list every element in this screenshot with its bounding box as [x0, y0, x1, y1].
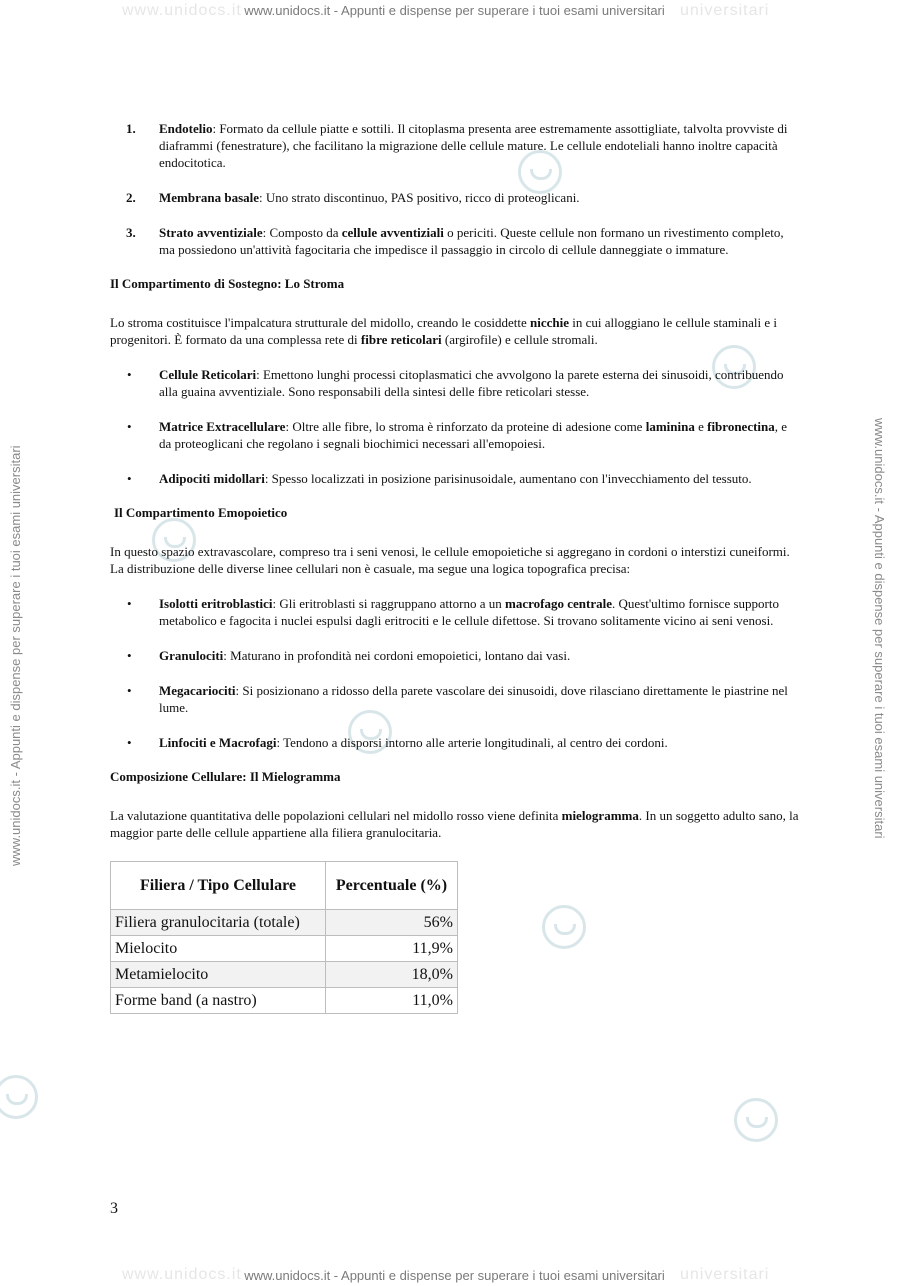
watermark-side-right: www.unidocs.it - Appunti e dispense per superare i tuoi esami universitari [872, 418, 887, 839]
term: fibre reticolari [360, 332, 442, 347]
list-item-strato-avventiziale [110, 224, 800, 258]
emopoietico-paragraph: In questo spazio extravascolare, compreso tra i seni venosi, le cellule emopoietiche si aggregano in cordoni o interstizi cuneiformi. La distribuzione delle diverse linee cellulari non è casuale, ma segue una logica topografica precisa: [110, 544, 790, 576]
list-item [110, 418, 800, 452]
mielogramma-paragraph [110, 807, 800, 841]
term: Cellule Reticolari [159, 367, 257, 382]
table-cell: 11,0% [326, 988, 458, 1014]
table-header-row [111, 862, 458, 910]
table-cell: 11,9% [326, 936, 458, 962]
stroma-paragraph [110, 314, 800, 348]
section-heading-mielogramma: Composizione Cellulare: Il Mielogramma [110, 769, 341, 784]
term: Granulociti [159, 648, 224, 663]
item-text: : Maturano in profondità nei cordoni emopoietici, lontano dai vasi. [223, 648, 571, 663]
list-item [110, 366, 800, 400]
paragraph-text: Lo stroma costituisce l'impalcatura strutturale del midollo, creando le cosiddette [110, 315, 531, 330]
paragraph-text: in cui alloggiano le cellule staminali e i progenitori. È formato da una complessa rete di [110, 315, 777, 347]
item-text: : Oltre alle fibre, lo stroma è rinforzato da proteine di adesione come [285, 419, 646, 434]
item-text: o periciti. Queste cellule non formano un rivestimento completo, ma possiedono un'attività fagocitaria che impedisce il passaggio in circolo di cellule danneggiate o immature. [159, 225, 784, 257]
item-text: : Uno strato discontinuo, PAS positivo, ricco di proteoglicani. [259, 190, 580, 205]
bullet-icon: • [127, 419, 132, 434]
term: macrofago centrale [505, 596, 612, 611]
list-number: 3. [126, 225, 136, 240]
bullet-icon: • [127, 683, 132, 698]
table-cell: Forme band (a nastro) [111, 988, 326, 1014]
term: laminina [645, 419, 695, 434]
unidocs-logo-icon [734, 1098, 778, 1142]
page-content [110, 120, 800, 1014]
list-number: 1. [126, 121, 136, 136]
bullet-icon: • [127, 471, 132, 486]
term: nicchie [530, 315, 570, 330]
section-heading-emopoietico: Il Compartimento Emopoietico [114, 505, 288, 520]
table-cell: Mielocito [111, 936, 326, 962]
bullet-icon: • [127, 367, 132, 382]
ghost-watermark-left: www.unidocs.it [122, 2, 242, 19]
column-header: Percentuale (%) [326, 862, 458, 910]
list-item [110, 682, 800, 716]
watermark-banner-bottom: www.unidocs.it - Appunti e dispense per superare i tuoi esami universitari [244, 1268, 665, 1283]
watermark-side-left: www.unidocs.it - Appunti e dispense per superare i tuoi esami universitari [8, 445, 23, 866]
term: Megacariociti [159, 683, 236, 698]
ghost-watermark-left-bottom: www.unidocs.it [122, 1266, 242, 1283]
list-item [110, 595, 800, 629]
table-row [111, 988, 458, 1014]
list-item [110, 647, 800, 664]
term: Membrana basale [159, 190, 260, 205]
item-text: : Si posizionano a ridosso della parete vascolare dei sinusoidi, dove rilasciano direttamente le piastrine nel lume. [159, 683, 788, 715]
section-heading-stroma: Il Compartimento di Sostegno: Lo Stroma [110, 276, 345, 291]
item-text: : Spesso localizzati in posizione parisinusoidale, aumentano con l'invecchiamento del tessuto. [264, 471, 752, 486]
unidocs-logo-icon [0, 1075, 38, 1119]
ghost-watermark-right-bottom: universitari [680, 1266, 770, 1283]
list-item-endotelio [110, 120, 800, 171]
mielogramma-table [110, 861, 458, 1014]
table-cell: Metamielocito [111, 962, 326, 988]
table-row [111, 962, 458, 988]
column-header: Filiera / Tipo Cellulare [111, 862, 326, 910]
ghost-watermark-right: universitari [680, 2, 770, 19]
item-text: : Composto da [262, 225, 342, 240]
item-text: . Quest'ultimo fornisce supporto metabolico e fagocita i nuclei espulsi dagli eritrociti e le cellule difettose. Si trovano solitamente vicino ai seni venosi. [159, 596, 779, 628]
term: Linfociti e Macrofagi [159, 735, 277, 750]
bullet-icon: • [127, 735, 132, 750]
item-text: , e da proteoglicani che regolano i segnali biochimici necessari all'emopoiesi. [159, 419, 788, 451]
term: Endotelio [159, 121, 213, 136]
list-item [110, 734, 800, 751]
item-text: : Formato da cellule piatte e sottili. Il citoplasma presenta aree estremamente assottigliate, talvolta provviste di diaframmi (fenestrature), che facilitano la migrazione delle cellule mature. Le cellule endoteliali hanno inoltre capacità endocitotica. [159, 121, 788, 170]
term: Matrice Extracellulare [159, 419, 286, 434]
term: Adipociti midollari [159, 471, 265, 486]
list-number: 2. [126, 190, 136, 205]
term: Strato avventiziale [159, 225, 263, 240]
bullet-icon: • [127, 596, 132, 611]
table-row [111, 910, 458, 936]
bullet-icon: • [127, 648, 132, 663]
paragraph-text: La valutazione quantitativa delle popolazioni cellulari nel midollo rosso viene definita [110, 808, 562, 823]
term: fibronectina [707, 419, 775, 434]
paragraph-text: . In un soggetto adulto sano, la maggior parte delle cellule appartiene alla filiera granulocitaria. [110, 808, 799, 840]
item-text: : Tendono a disporsi intorno alle arterie longitudinali, al centro dei cordoni. [276, 735, 668, 750]
table-row [111, 936, 458, 962]
item-text: : Emettono lunghi processi citoplasmatici che avvolgono la parete esterna dei sinusoidi, contribuendo alla guaina avventiziale. Sono responsabili della sintesi delle fibre reticolari stesse. [159, 367, 784, 399]
item-text: e [694, 419, 708, 434]
term: cellule avventiziali [341, 225, 444, 240]
watermark-banner-top: www.unidocs.it - Appunti e dispense per superare i tuoi esami universitari [244, 3, 665, 18]
table-cell: Filiera granulocitaria (totale) [111, 910, 326, 936]
page-number: 3 [110, 1200, 118, 1217]
term: Isolotti eritroblastici [159, 596, 273, 611]
term: mielogramma [561, 808, 639, 823]
paragraph-text: (argirofile) e cellule stromali. [441, 332, 598, 347]
item-text: : Gli eritroblasti si raggruppano attorno a un [272, 596, 506, 611]
table-cell: 56% [326, 910, 458, 936]
table-cell: 18,0% [326, 962, 458, 988]
list-item-membrana-basale [110, 189, 800, 206]
list-item [110, 470, 800, 487]
